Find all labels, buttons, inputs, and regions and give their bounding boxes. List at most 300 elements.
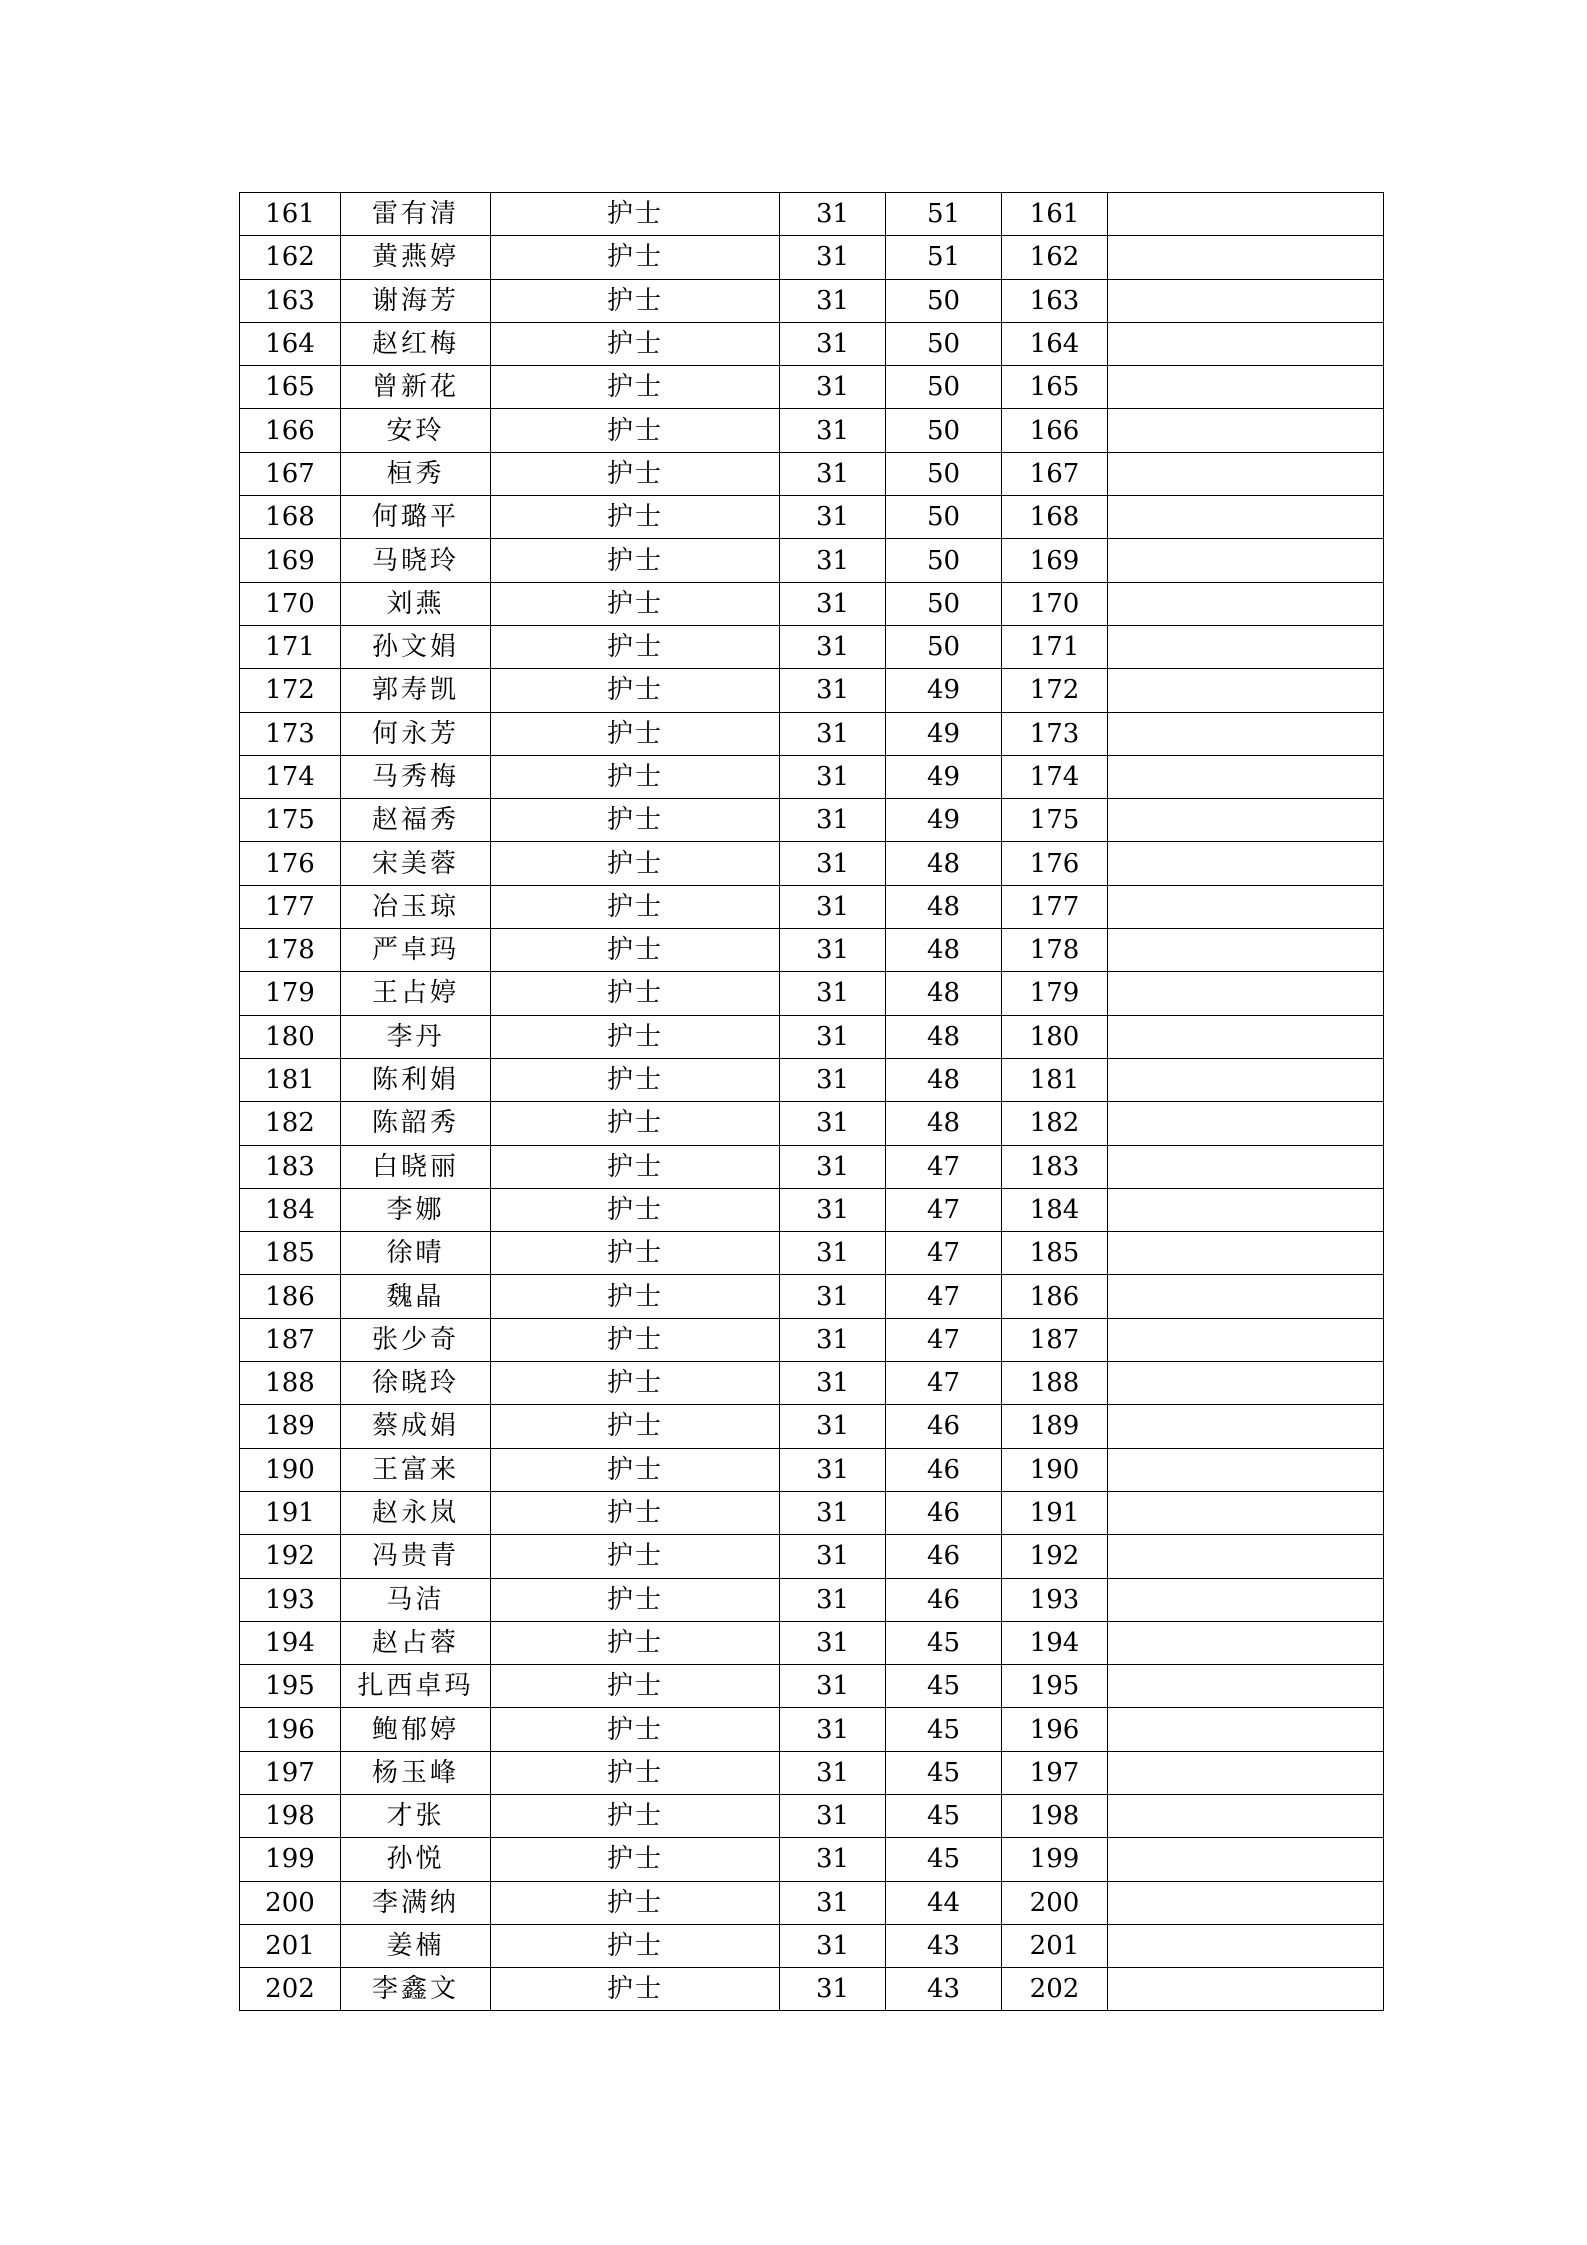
score-cell: 44: [886, 1881, 1002, 1924]
remark-cell: [1108, 1881, 1384, 1924]
serial-number-cell: 171: [240, 625, 341, 668]
table-row: [240, 539, 1384, 582]
name-cell: 陈利娟: [341, 1058, 491, 1101]
serial-number-cell: 165: [240, 366, 341, 409]
rank-cell: 195: [1002, 1665, 1108, 1708]
position-cell: 护士: [491, 1058, 780, 1101]
score-cell: 51: [886, 236, 1002, 279]
value-cell: 31: [780, 1362, 886, 1405]
position-cell: 护士: [491, 1362, 780, 1405]
name-cell: 杨玉峰: [341, 1751, 491, 1794]
remark-cell: [1108, 1145, 1384, 1188]
serial-number-cell: 199: [240, 1838, 341, 1881]
serial-number-cell: 186: [240, 1275, 341, 1318]
score-cell: 48: [886, 1102, 1002, 1145]
position-cell: 护士: [491, 1448, 780, 1491]
remark-cell: [1108, 1708, 1384, 1751]
score-cell: 46: [886, 1405, 1002, 1448]
serial-number-cell: 175: [240, 799, 341, 842]
name-cell: 曾新花: [341, 366, 491, 409]
table-row: [240, 799, 1384, 842]
position-cell: 护士: [491, 279, 780, 322]
value-cell: 31: [780, 193, 886, 236]
remark-cell: [1108, 366, 1384, 409]
position-cell: 护士: [491, 1491, 780, 1534]
score-cell: 45: [886, 1794, 1002, 1837]
serial-number-cell: 168: [240, 496, 341, 539]
name-cell: 雷有清: [341, 193, 491, 236]
remark-cell: [1108, 1968, 1384, 2011]
remark-cell: [1108, 1232, 1384, 1275]
rank-cell: 185: [1002, 1232, 1108, 1275]
value-cell: 31: [780, 1665, 886, 1708]
rank-cell: 174: [1002, 755, 1108, 798]
score-cell: 47: [886, 1362, 1002, 1405]
name-cell: 赵红梅: [341, 322, 491, 365]
position-cell: 护士: [491, 625, 780, 668]
remark-cell: [1108, 452, 1384, 495]
score-cell: 49: [886, 712, 1002, 755]
table-row: [240, 496, 1384, 539]
value-cell: 31: [780, 409, 886, 452]
score-cell: 49: [886, 755, 1002, 798]
table-row: [240, 625, 1384, 668]
table-row: [240, 1188, 1384, 1231]
table-row: [240, 1881, 1384, 1924]
score-cell: 45: [886, 1751, 1002, 1794]
table-row: [240, 972, 1384, 1015]
name-cell: 白晓丽: [341, 1145, 491, 1188]
remark-cell: [1108, 1794, 1384, 1837]
serial-number-cell: 187: [240, 1318, 341, 1361]
remark-cell: [1108, 1318, 1384, 1361]
rank-cell: 165: [1002, 366, 1108, 409]
value-cell: 31: [780, 799, 886, 842]
position-cell: 护士: [491, 1794, 780, 1837]
value-cell: 31: [780, 1318, 886, 1361]
remark-cell: [1108, 1102, 1384, 1145]
score-cell: 48: [886, 842, 1002, 885]
table-row: [240, 755, 1384, 798]
position-cell: 护士: [491, 669, 780, 712]
value-cell: 31: [780, 885, 886, 928]
remark-cell: [1108, 1491, 1384, 1534]
table-row: [240, 236, 1384, 279]
remark-cell: [1108, 1535, 1384, 1578]
table-row: [240, 1838, 1384, 1881]
name-cell: 张少奇: [341, 1318, 491, 1361]
remark-cell: [1108, 539, 1384, 582]
serial-number-cell: 185: [240, 1232, 341, 1275]
rank-cell: 173: [1002, 712, 1108, 755]
name-cell: 严卓玛: [341, 929, 491, 972]
serial-number-cell: 196: [240, 1708, 341, 1751]
rank-cell: 191: [1002, 1491, 1108, 1534]
rank-cell: 183: [1002, 1145, 1108, 1188]
name-cell: 才张: [341, 1794, 491, 1837]
rank-cell: 189: [1002, 1405, 1108, 1448]
score-cell: 48: [886, 929, 1002, 972]
remark-cell: [1108, 1015, 1384, 1058]
value-cell: 31: [780, 1794, 886, 1837]
rank-cell: 182: [1002, 1102, 1108, 1145]
name-cell: 陈韶秀: [341, 1102, 491, 1145]
remark-cell: [1108, 1275, 1384, 1318]
rank-cell: 170: [1002, 582, 1108, 625]
position-cell: 护士: [491, 1102, 780, 1145]
name-cell: 王富来: [341, 1448, 491, 1491]
rank-cell: 201: [1002, 1924, 1108, 1967]
serial-number-cell: 176: [240, 842, 341, 885]
serial-number-cell: 201: [240, 1924, 341, 1967]
serial-number-cell: 179: [240, 972, 341, 1015]
value-cell: 31: [780, 1751, 886, 1794]
value-cell: 31: [780, 712, 886, 755]
serial-number-cell: 202: [240, 1968, 341, 2011]
roster-table: [239, 192, 1384, 2011]
position-cell: 护士: [491, 1881, 780, 1924]
table-row: [240, 1708, 1384, 1751]
rank-cell: 188: [1002, 1362, 1108, 1405]
serial-number-cell: 173: [240, 712, 341, 755]
rank-cell: 172: [1002, 669, 1108, 712]
serial-number-cell: 191: [240, 1491, 341, 1534]
name-cell: 李鑫文: [341, 1968, 491, 2011]
value-cell: 31: [780, 1015, 886, 1058]
remark-cell: [1108, 1058, 1384, 1101]
value-cell: 31: [780, 1145, 886, 1188]
score-cell: 50: [886, 322, 1002, 365]
score-cell: 46: [886, 1491, 1002, 1534]
value-cell: 31: [780, 279, 886, 322]
score-cell: 47: [886, 1275, 1002, 1318]
score-cell: 45: [886, 1838, 1002, 1881]
remark-cell: [1108, 755, 1384, 798]
score-cell: 45: [886, 1665, 1002, 1708]
remark-cell: [1108, 236, 1384, 279]
rank-cell: 164: [1002, 322, 1108, 365]
position-cell: 护士: [491, 1188, 780, 1231]
name-cell: 冯贵青: [341, 1535, 491, 1578]
rank-cell: 202: [1002, 1968, 1108, 2011]
remark-cell: [1108, 1751, 1384, 1794]
table-row: [240, 366, 1384, 409]
table-row: [240, 1102, 1384, 1145]
remark-cell: [1108, 929, 1384, 972]
table-row: [240, 885, 1384, 928]
name-cell: 孙悦: [341, 1838, 491, 1881]
score-cell: 47: [886, 1145, 1002, 1188]
serial-number-cell: 197: [240, 1751, 341, 1794]
name-cell: 赵福秀: [341, 799, 491, 842]
rank-cell: 175: [1002, 799, 1108, 842]
table-row: [240, 1058, 1384, 1101]
name-cell: 谢海芳: [341, 279, 491, 322]
position-cell: 护士: [491, 193, 780, 236]
score-cell: 45: [886, 1621, 1002, 1664]
serial-number-cell: 180: [240, 1015, 341, 1058]
value-cell: 31: [780, 972, 886, 1015]
table-row: [240, 322, 1384, 365]
table-row: [240, 1968, 1384, 2011]
value-cell: 31: [780, 1448, 886, 1491]
name-cell: 李满纳: [341, 1881, 491, 1924]
remark-cell: [1108, 1621, 1384, 1664]
rank-cell: 163: [1002, 279, 1108, 322]
remark-cell: [1108, 842, 1384, 885]
remark-cell: [1108, 712, 1384, 755]
value-cell: 31: [780, 322, 886, 365]
value-cell: 31: [780, 1838, 886, 1881]
score-cell: 50: [886, 279, 1002, 322]
table-row: [240, 1405, 1384, 1448]
table-row: [240, 279, 1384, 322]
table-row: [240, 712, 1384, 755]
remark-cell: [1108, 1578, 1384, 1621]
rank-cell: 190: [1002, 1448, 1108, 1491]
position-cell: 护士: [491, 1708, 780, 1751]
remark-cell: [1108, 409, 1384, 452]
position-cell: 护士: [491, 1665, 780, 1708]
remark-cell: [1108, 1405, 1384, 1448]
position-cell: 护士: [491, 929, 780, 972]
name-cell: 黄燕婷: [341, 236, 491, 279]
position-cell: 护士: [491, 1318, 780, 1361]
position-cell: 护士: [491, 712, 780, 755]
rank-cell: 181: [1002, 1058, 1108, 1101]
name-cell: 孙文娟: [341, 625, 491, 668]
table-row: [240, 1448, 1384, 1491]
position-cell: 护士: [491, 1968, 780, 2011]
position-cell: 护士: [491, 496, 780, 539]
value-cell: 31: [780, 582, 886, 625]
table-row: [240, 1924, 1384, 1967]
serial-number-cell: 193: [240, 1578, 341, 1621]
serial-number-cell: 184: [240, 1188, 341, 1231]
value-cell: 31: [780, 929, 886, 972]
table-row: [240, 1145, 1384, 1188]
serial-number-cell: 194: [240, 1621, 341, 1664]
rank-cell: 187: [1002, 1318, 1108, 1361]
position-cell: 护士: [491, 842, 780, 885]
name-cell: 鲍郁婷: [341, 1708, 491, 1751]
remark-cell: [1108, 1838, 1384, 1881]
position-cell: 护士: [491, 1275, 780, 1318]
score-cell: 49: [886, 669, 1002, 712]
position-cell: 护士: [491, 1535, 780, 1578]
table-row: [240, 1232, 1384, 1275]
remark-cell: [1108, 279, 1384, 322]
serial-number-cell: 162: [240, 236, 341, 279]
serial-number-cell: 164: [240, 322, 341, 365]
position-cell: 护士: [491, 1751, 780, 1794]
value-cell: 31: [780, 452, 886, 495]
table-row: [240, 1491, 1384, 1534]
position-cell: 护士: [491, 539, 780, 582]
remark-cell: [1108, 496, 1384, 539]
name-cell: 魏晶: [341, 1275, 491, 1318]
table-row: [240, 929, 1384, 972]
score-cell: 47: [886, 1318, 1002, 1361]
remark-cell: [1108, 1188, 1384, 1231]
serial-number-cell: 163: [240, 279, 341, 322]
score-cell: 43: [886, 1924, 1002, 1967]
value-cell: 31: [780, 1058, 886, 1101]
name-cell: 何璐平: [341, 496, 491, 539]
rank-cell: 196: [1002, 1708, 1108, 1751]
name-cell: 赵永岚: [341, 1491, 491, 1534]
remark-cell: [1108, 885, 1384, 928]
score-cell: 51: [886, 193, 1002, 236]
table-row: [240, 193, 1384, 236]
score-cell: 50: [886, 582, 1002, 625]
name-cell: 王占婷: [341, 972, 491, 1015]
value-cell: 31: [780, 669, 886, 712]
remark-cell: [1108, 582, 1384, 625]
name-cell: 郭寿凯: [341, 669, 491, 712]
rank-cell: 176: [1002, 842, 1108, 885]
score-cell: 49: [886, 799, 1002, 842]
remark-cell: [1108, 799, 1384, 842]
score-cell: 47: [886, 1232, 1002, 1275]
serial-number-cell: 182: [240, 1102, 341, 1145]
value-cell: 31: [780, 366, 886, 409]
value-cell: 31: [780, 1621, 886, 1664]
serial-number-cell: 181: [240, 1058, 341, 1101]
remark-cell: [1108, 972, 1384, 1015]
value-cell: 31: [780, 236, 886, 279]
score-cell: 50: [886, 539, 1002, 582]
table-row: [240, 1362, 1384, 1405]
score-cell: 46: [886, 1448, 1002, 1491]
position-cell: 护士: [491, 236, 780, 279]
serial-number-cell: 167: [240, 452, 341, 495]
position-cell: 护士: [491, 1838, 780, 1881]
score-cell: 50: [886, 452, 1002, 495]
value-cell: 31: [780, 842, 886, 885]
remark-cell: [1108, 1362, 1384, 1405]
rank-cell: 193: [1002, 1578, 1108, 1621]
position-cell: 护士: [491, 409, 780, 452]
name-cell: 姜楠: [341, 1924, 491, 1967]
value-cell: 31: [780, 1275, 886, 1318]
rank-cell: 166: [1002, 409, 1108, 452]
position-cell: 护士: [491, 1405, 780, 1448]
position-cell: 护士: [491, 366, 780, 409]
position-cell: 护士: [491, 1578, 780, 1621]
remark-cell: [1108, 1448, 1384, 1491]
position-cell: 护士: [491, 885, 780, 928]
serial-number-cell: 170: [240, 582, 341, 625]
value-cell: 31: [780, 1924, 886, 1967]
rank-cell: 180: [1002, 1015, 1108, 1058]
name-cell: 马晓玲: [341, 539, 491, 582]
position-cell: 护士: [491, 1924, 780, 1967]
value-cell: 31: [780, 1535, 886, 1578]
serial-number-cell: 178: [240, 929, 341, 972]
rank-cell: 178: [1002, 929, 1108, 972]
value-cell: 31: [780, 496, 886, 539]
serial-number-cell: 198: [240, 1794, 341, 1837]
score-cell: 50: [886, 496, 1002, 539]
name-cell: 马洁: [341, 1578, 491, 1621]
table-row: [240, 842, 1384, 885]
position-cell: 护士: [491, 1145, 780, 1188]
serial-number-cell: 189: [240, 1405, 341, 1448]
score-cell: 50: [886, 409, 1002, 452]
rank-cell: 199: [1002, 1838, 1108, 1881]
name-cell: 李娜: [341, 1188, 491, 1231]
table-row: [240, 669, 1384, 712]
rank-cell: 194: [1002, 1621, 1108, 1664]
serial-number-cell: 192: [240, 1535, 341, 1578]
position-cell: 护士: [491, 322, 780, 365]
rank-cell: 197: [1002, 1751, 1108, 1794]
position-cell: 护士: [491, 1232, 780, 1275]
name-cell: 刘燕: [341, 582, 491, 625]
name-cell: 徐晓玲: [341, 1362, 491, 1405]
position-cell: 护士: [491, 1621, 780, 1664]
rank-cell: 168: [1002, 496, 1108, 539]
table-row: [240, 1015, 1384, 1058]
table-row: [240, 1665, 1384, 1708]
remark-cell: [1108, 1665, 1384, 1708]
score-cell: 48: [886, 972, 1002, 1015]
name-cell: 扎西卓玛: [341, 1665, 491, 1708]
value-cell: 31: [780, 1881, 886, 1924]
serial-number-cell: 172: [240, 669, 341, 712]
rank-cell: 162: [1002, 236, 1108, 279]
table-row: [240, 1318, 1384, 1361]
table-row: [240, 452, 1384, 495]
position-cell: 护士: [491, 582, 780, 625]
remark-cell: [1108, 322, 1384, 365]
table-row: [240, 1578, 1384, 1621]
name-cell: 徐晴: [341, 1232, 491, 1275]
position-cell: 护士: [491, 755, 780, 798]
serial-number-cell: 190: [240, 1448, 341, 1491]
value-cell: 31: [780, 1405, 886, 1448]
serial-number-cell: 177: [240, 885, 341, 928]
table-row: [240, 1535, 1384, 1578]
position-cell: 护士: [491, 799, 780, 842]
remark-cell: [1108, 1924, 1384, 1967]
score-cell: 47: [886, 1188, 1002, 1231]
score-cell: 43: [886, 1968, 1002, 2011]
name-cell: 安玲: [341, 409, 491, 452]
name-cell: 赵占蓉: [341, 1621, 491, 1664]
position-cell: 护士: [491, 972, 780, 1015]
rank-cell: 200: [1002, 1881, 1108, 1924]
serial-number-cell: 200: [240, 1881, 341, 1924]
score-cell: 50: [886, 366, 1002, 409]
score-cell: 48: [886, 1015, 1002, 1058]
serial-number-cell: 195: [240, 1665, 341, 1708]
score-cell: 48: [886, 1058, 1002, 1101]
value-cell: 31: [780, 539, 886, 582]
value-cell: 31: [780, 1102, 886, 1145]
table-row: [240, 1751, 1384, 1794]
name-cell: 马秀梅: [341, 755, 491, 798]
value-cell: 31: [780, 755, 886, 798]
table-row: [240, 1621, 1384, 1664]
serial-number-cell: 166: [240, 409, 341, 452]
score-cell: 46: [886, 1535, 1002, 1578]
serial-number-cell: 169: [240, 539, 341, 582]
serial-number-cell: 174: [240, 755, 341, 798]
name-cell: 何永芳: [341, 712, 491, 755]
rank-cell: 184: [1002, 1188, 1108, 1231]
